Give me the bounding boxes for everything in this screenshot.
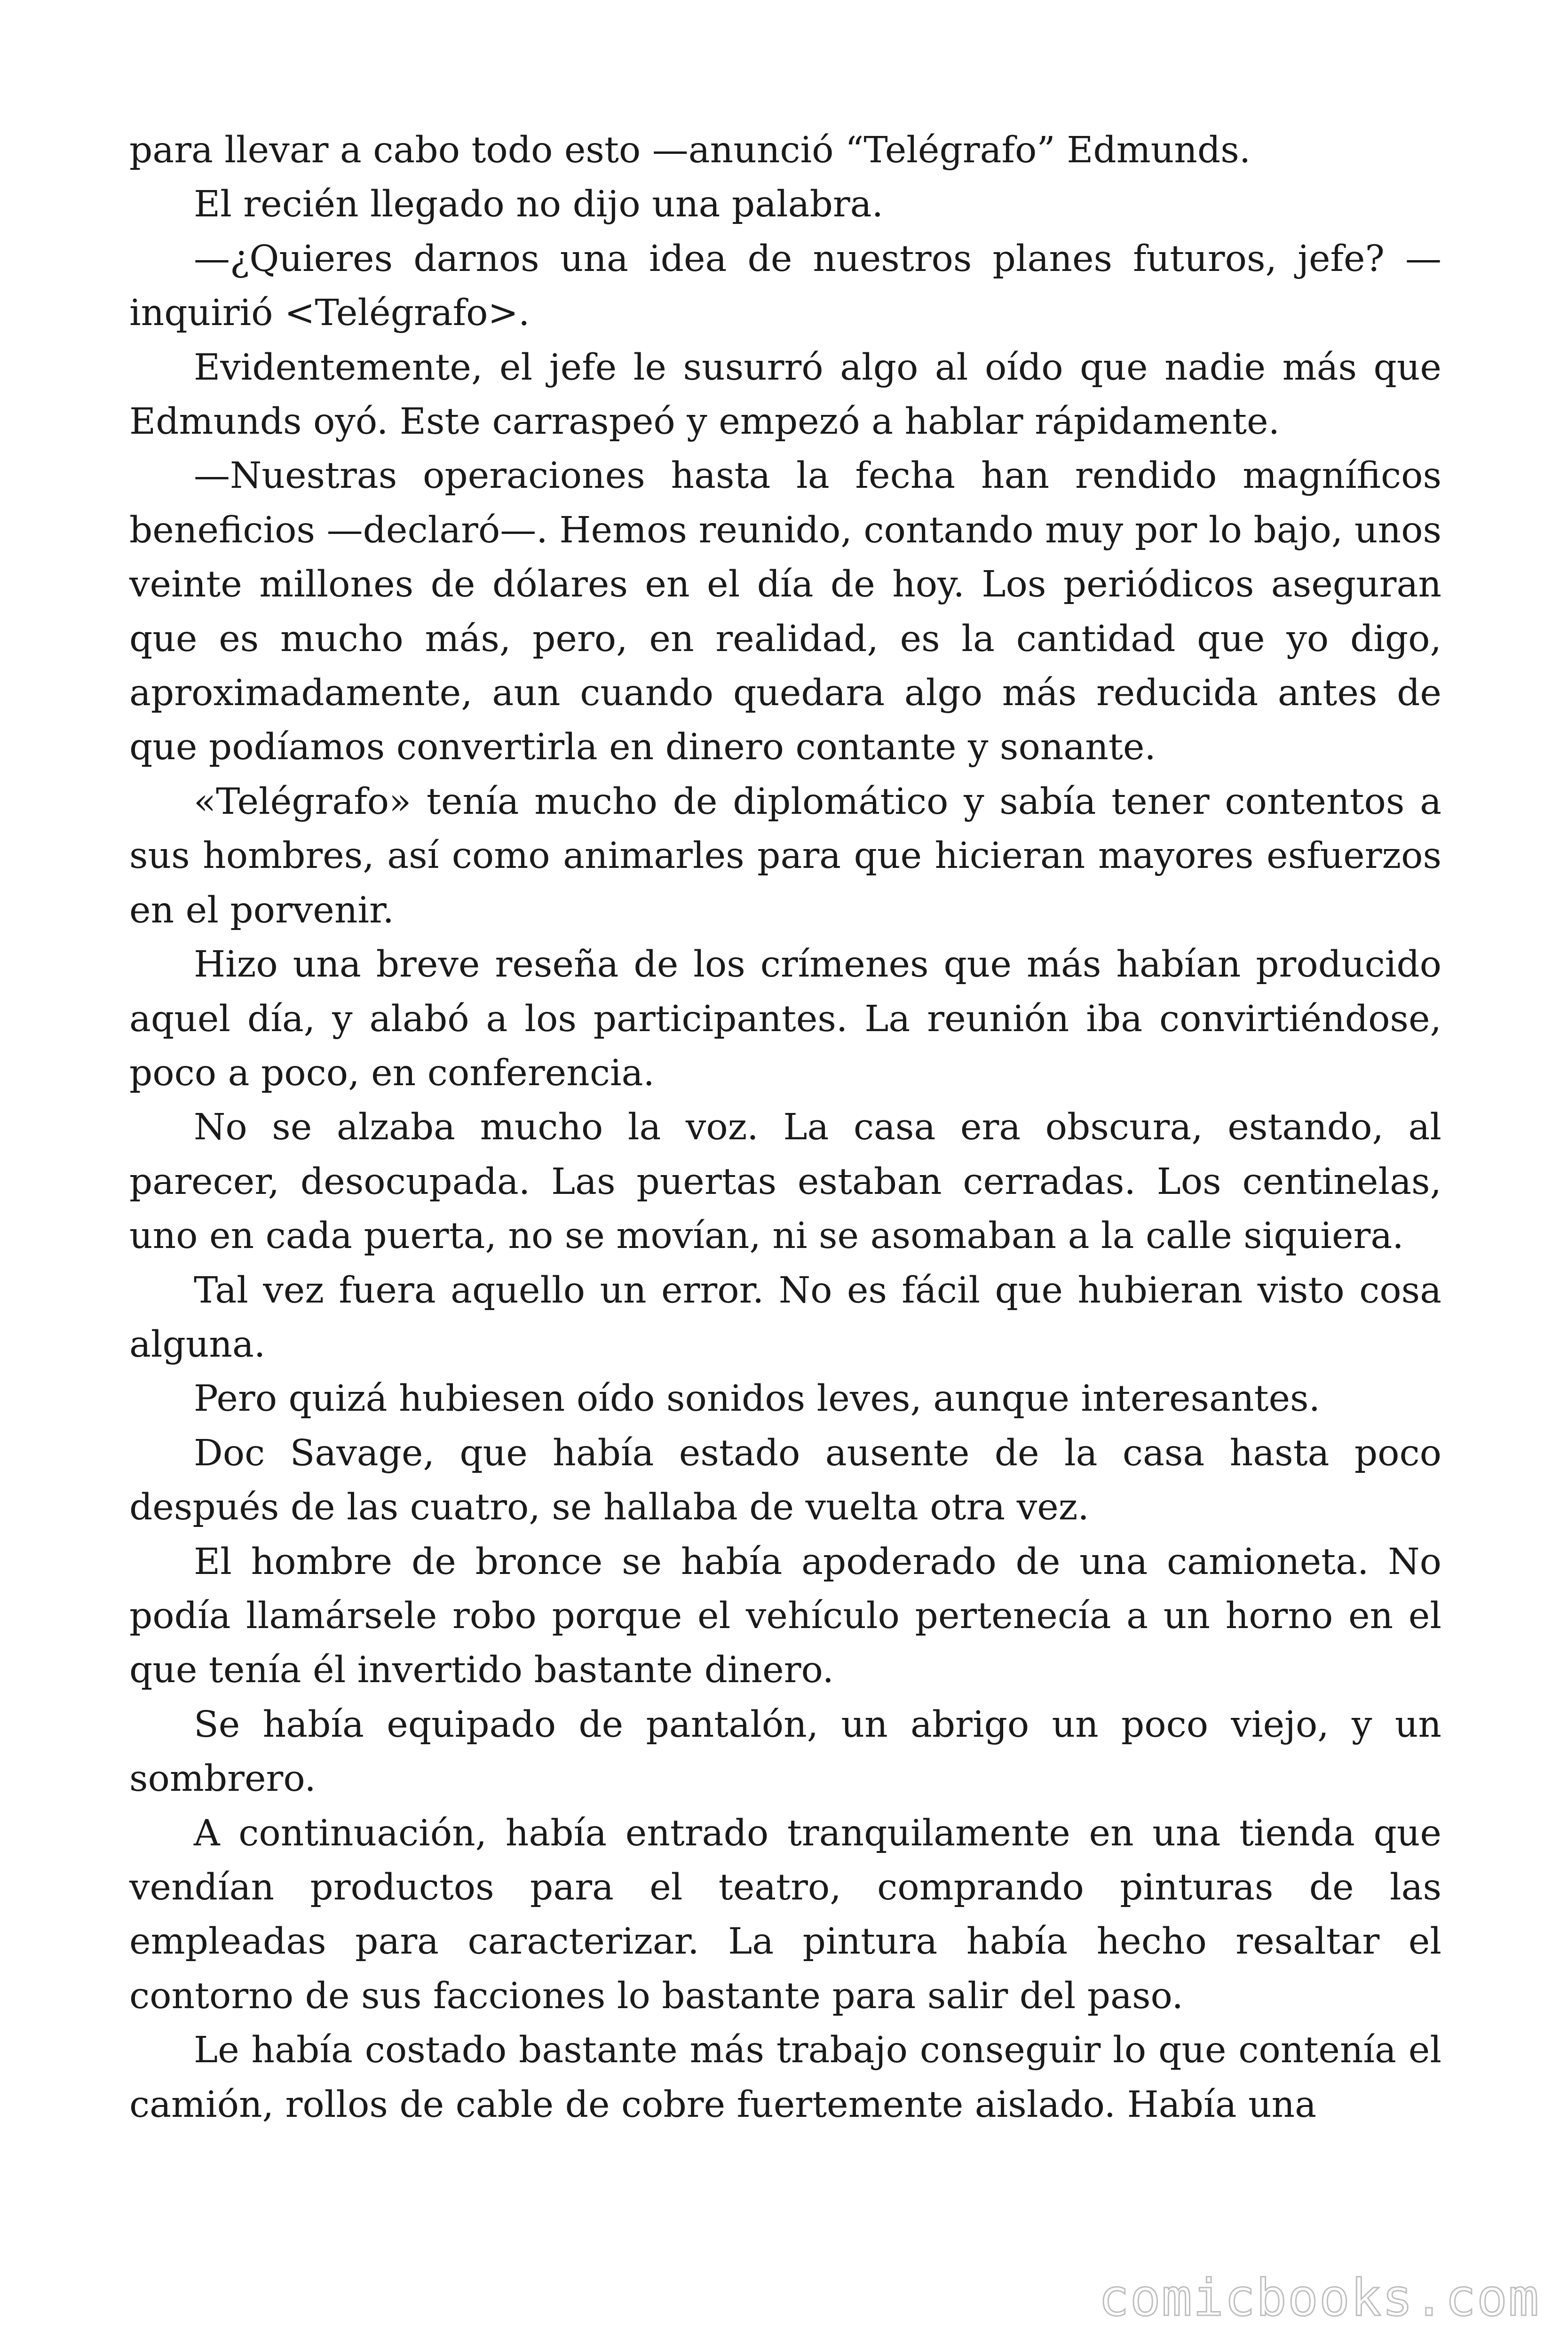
- watermark: comicbooks.com: [1098, 2269, 1540, 2328]
- paragraph-10: Pero quizá hubiesen oído sonidos leves, aunque interesantes.: [194, 1378, 1321, 1420]
- paragraph-6: «Telégrafo» tenía mucho de diplomático y sabía tener contentos a sus hombres, así como animarles para que hicieran mayores esfuerzos en el porvenir.: [129, 780, 1441, 931]
- paragraph-7: Hizo una breve reseña de los crímenes que más habían producido aquel día, y alabó a los participantes. La reunión iba convirtiéndose, poco a poco, en conferencia.: [129, 944, 1441, 1094]
- book-page-text: [129, 123, 1441, 2132]
- paragraph-5: —Nuestras operaciones hasta la fecha han rendido magníficos beneficios —declaró—. Hemos reunido, contando muy por lo bajo, unos veinte millones de dólares en el día de hoy. Los periódicos aseguran que es mucho más, pero, en realidad, es la cantidad que yo digo, aproximadamente, aun cuando quedara algo más reducida antes de que podíamos convertirla en dinero contante y sonante.: [129, 455, 1441, 769]
- paragraph-11: Doc Savage, que había estado ausente de la casa hasta poco después de las cuatro, se hallaba de vuelta otra vez.: [129, 1432, 1441, 1529]
- paragraph-1: para llevar a cabo todo esto —anunció “Telégrafo” Edmunds.: [129, 129, 1251, 171]
- paragraph-12: El hombre de bronce se había apoderado de una camioneta. No podía llamársele robo porque el vehículo pertenecía a un horno en el que tenía él invertido bastante dinero.: [129, 1541, 1441, 1692]
- paragraph-8: No se alzaba mucho la voz. La casa era obscura, estando, al parecer, desocupada. Las puertas estaban cerradas. Los centinelas, uno en cada puerta, no se movían, ni se asomaban a la calle siquiera.: [129, 1106, 1441, 1257]
- paragraph-9: Tal vez fuera aquello un error. No es fácil que hubieran visto cosa alguna.: [129, 1269, 1441, 1366]
- paragraph-4: Evidentemente, el jefe le susurró algo al oído que nadie más que Edmunds oyó. Este carraspeó y empezó a hablar rápidamente.: [129, 346, 1441, 443]
- paragraph-3: —¿Quieres darnos una idea de nuestros planes futuros, jefe? —inquirió <Telégrafo>.: [129, 238, 1441, 334]
- paragraph-14: A continuación, había entrado tranquilamente en una tienda que vendían productos para el teatro, comprando pinturas de las empleadas para caracterizar. La pintura había hecho resaltar el contorno de sus facciones lo bastante para salir del paso.: [129, 1812, 1441, 2017]
- paragraph-13: Se había equipado de pantalón, un abrigo un poco viejo, y un sombrero.: [129, 1703, 1441, 1800]
- paragraph-2: El recién llegado no dijo una palabra.: [194, 183, 884, 226]
- paragraph-15: Le había costado bastante más trabajo conseguir lo que contenía el camión, rollos de cable de cobre fuertemente aislado. Había una: [129, 2029, 1441, 2126]
